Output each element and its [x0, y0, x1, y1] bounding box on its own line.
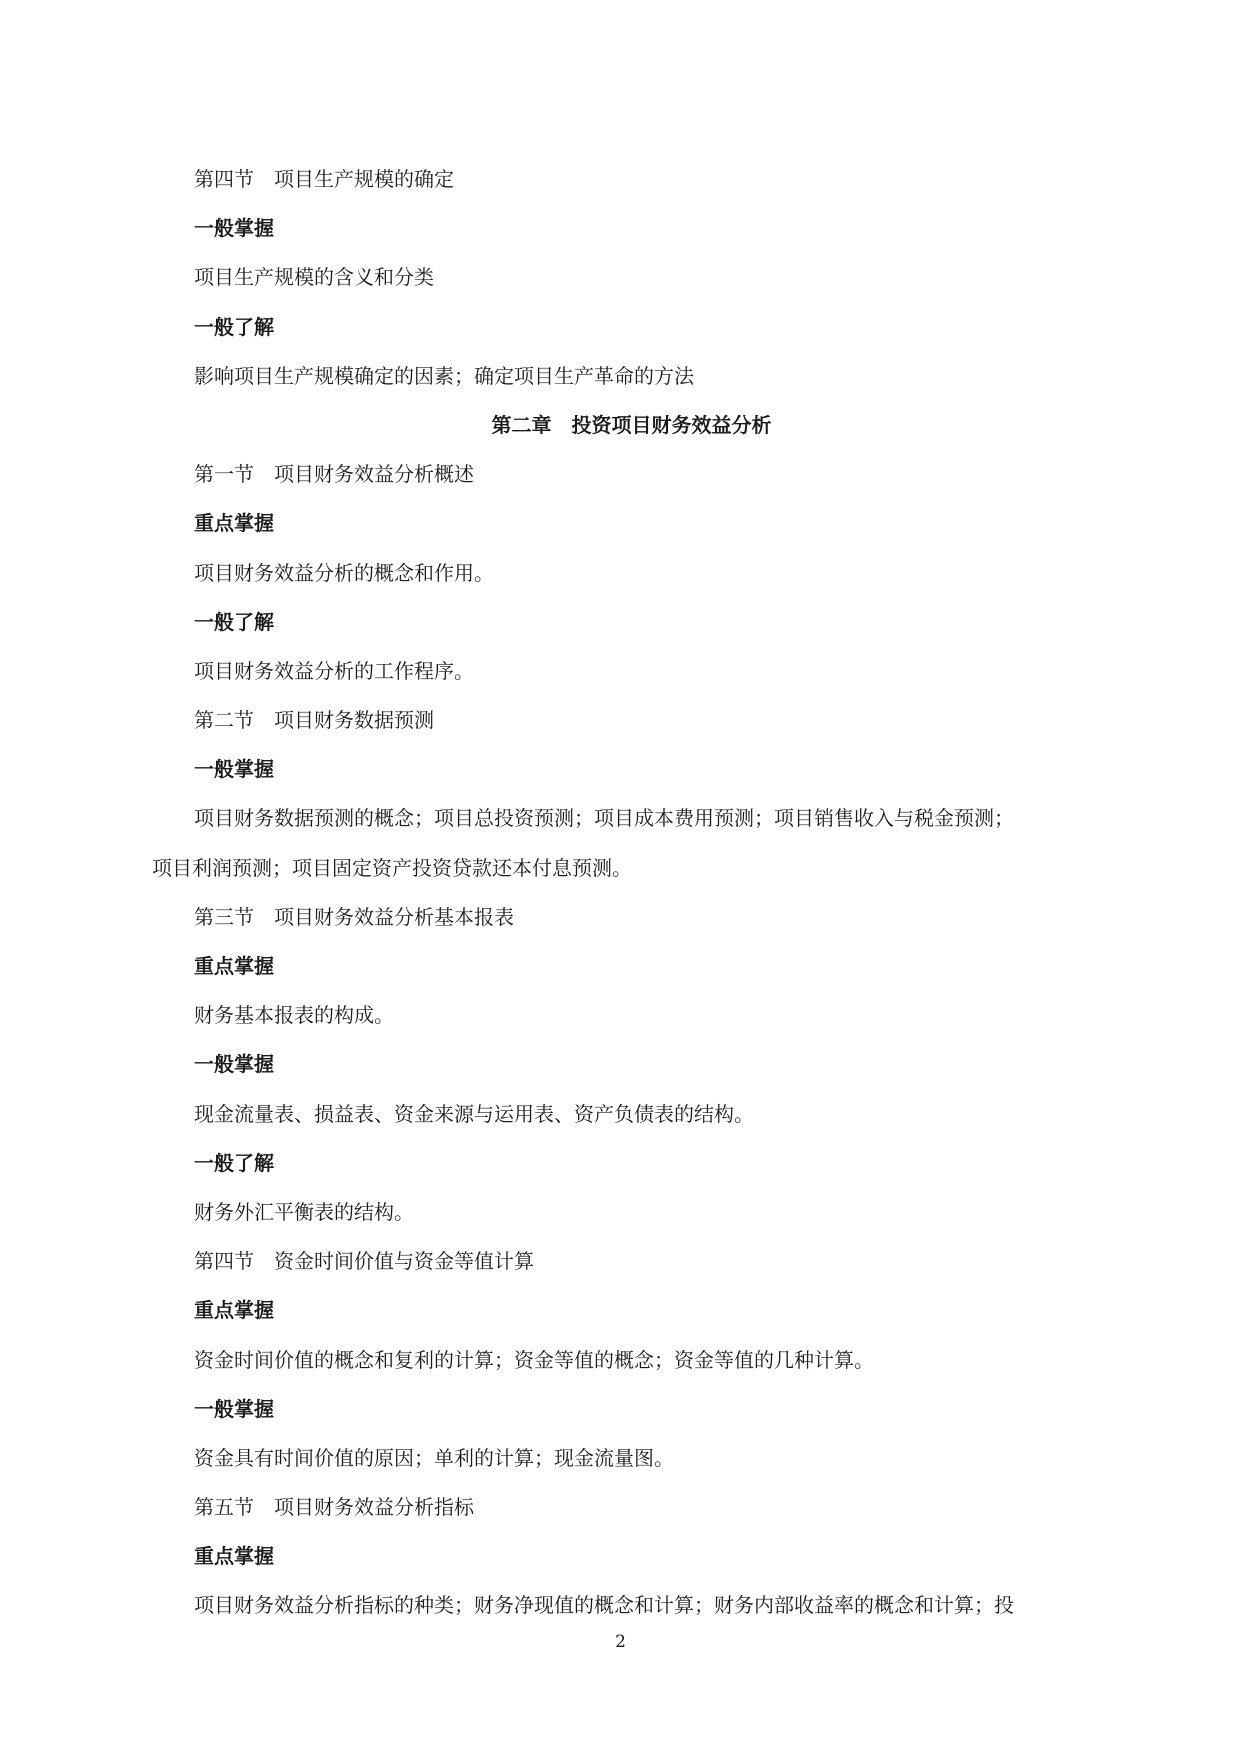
mastery-label: 一般了解 [194, 1150, 274, 1175]
mastery-label: 一般掌握 [194, 1396, 274, 1421]
paragraph-line: 影响项目生产规模确定的因素；确定项目生产革命的方法 [194, 363, 694, 388]
section-heading: 第四节 项目生产规模的确定 [194, 167, 454, 191]
paragraph-line: 项目财务效益分析的概念和作用。 [194, 560, 494, 585]
paragraph-line: 资金时间价值的概念和复利的计算；资金等值的概念；资金等值的几种计算。 [194, 1347, 874, 1372]
paragraph-line: 财务基本报表的构成。 [194, 1003, 394, 1028]
mastery-label: 一般掌握 [194, 757, 274, 782]
paragraph-line: 项目利润预测；项目固定资产投资贷款还本付息预测。 [152, 855, 632, 880]
paragraph-line: 现金流量表、损益表、资金来源与运用表、资产负债表的结构。 [194, 1101, 754, 1126]
mastery-label: 一般掌握 [194, 216, 274, 241]
mastery-label: 一般了解 [194, 314, 274, 339]
mastery-label: 一般了解 [194, 609, 274, 634]
paragraph-line: 项目生产规模的含义和分类 [194, 265, 434, 290]
page-content [152, 155, 1111, 1631]
section-heading: 第二节 项目财务数据预测 [194, 708, 434, 733]
paragraph-line: 资金具有时间价值的原因；单利的计算；现金流量图。 [194, 1445, 674, 1470]
paragraph-line: 财务外汇平衡表的结构。 [194, 1199, 414, 1224]
mastery-label: 一般掌握 [194, 1052, 274, 1077]
mastery-label: 重点掌握 [194, 511, 274, 536]
paragraph-line: 项目财务效益分析的工作程序。 [194, 658, 474, 683]
mastery-label: 重点掌握 [194, 954, 274, 978]
section-heading: 第四节 资金时间价值与资金等值计算 [194, 1249, 534, 1274]
section-heading: 第一节 项目财务效益分析概述 [194, 462, 474, 487]
page-number: 2 [615, 1632, 626, 1652]
chapter-heading: 第二章 投资项目财务效益分析 [491, 412, 772, 437]
paragraph-line: 项目财务数据预测的概念；项目总投资预测；项目成本费用预测；项目销售收入与税金预测； [194, 806, 1014, 831]
mastery-label: 重点掌握 [194, 1298, 274, 1323]
section-heading: 第三节 项目财务效益分析基本报表 [194, 904, 514, 929]
paragraph-line: 项目财务效益分析指标的种类；财务净现值的概念和计算；财务内部收益率的概念和计算；投 [194, 1593, 1014, 1618]
section-heading: 第五节 项目财务效益分析指标 [194, 1495, 474, 1520]
mastery-label: 重点掌握 [194, 1544, 274, 1569]
